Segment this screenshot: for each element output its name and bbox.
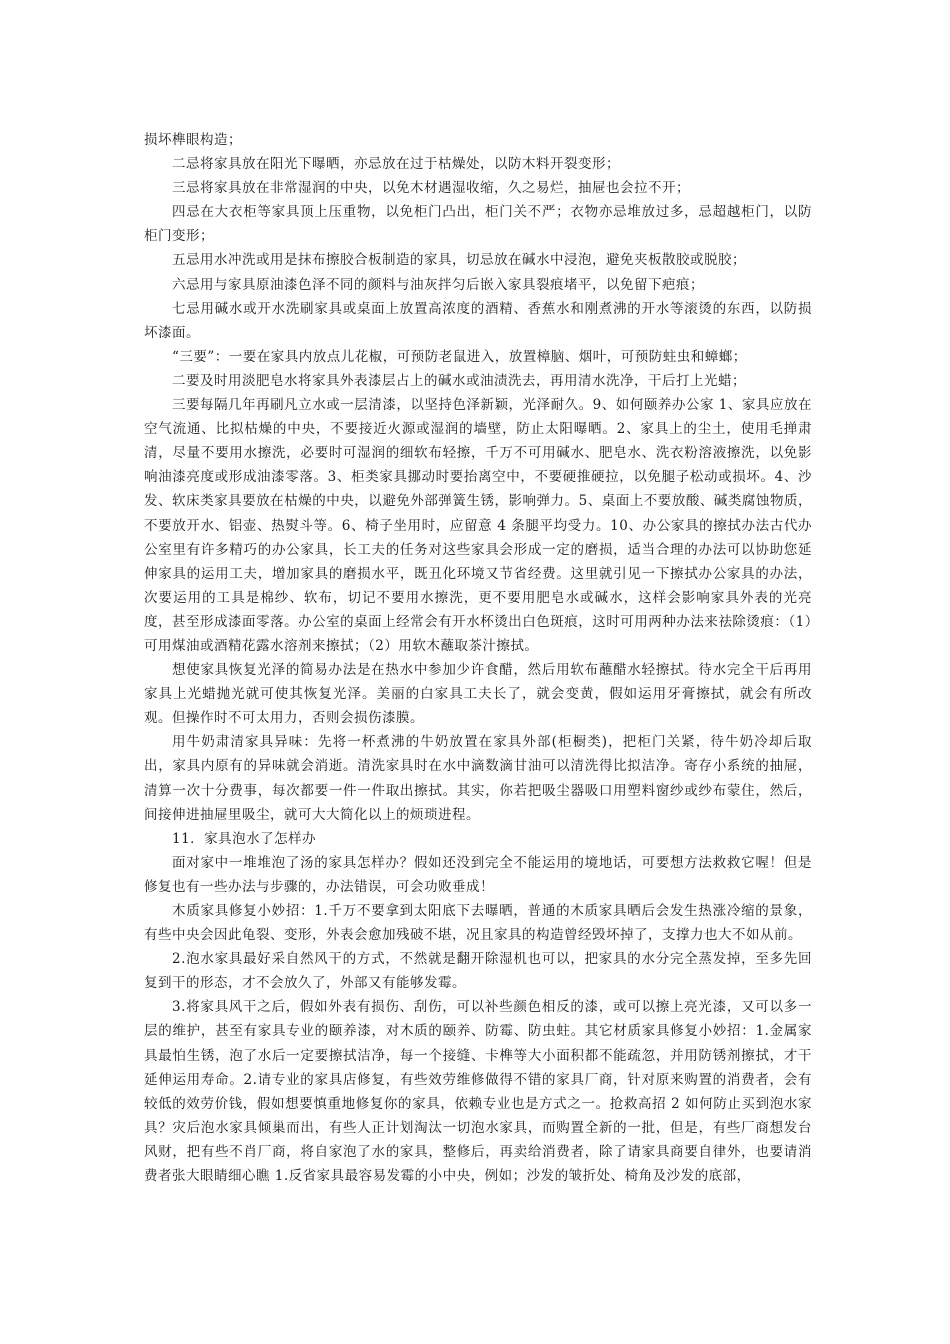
paragraph: 七忌用碱水或开水洗刷家具或桌面上放置高浓度的酒精、香蕉水和刚煮沸的开水等滚烫的东西，以防损坏漆面。 — [144, 300, 812, 341]
paragraph: 三要每隔几年再刷凡立水或一层清漆，以坚持色泽新颖，光泽耐久。9、如何颐养办公家 1、家具应放在空气流通、比拟枯燥的中央，不要接近火源或湿润的墙壁，防止太阳曝晒。2、家具上的尘土，使用毛掸肃清，尽量不要用水擦洗，必要时可湿润的细软布轻擦，千万不可用碱水、肥皂水、洗衣粉溶液擦洗，以免影响油漆亮度或形成油漆零落。3、柜类家具挪动时要抬离空中，不要硬推硬拉，以免腿子松动或损坏。4、沙发、软床类家具要放在枯燥的中央，以避免外部弹簧生锈，影响弹力。5、桌面上不要放酸、碱类腐蚀物质，不要放开水、铝壶、热熨斗等。6、椅子坐用时，应留意 4 条腿平均受力。10、办公家具的擦拭办法古代办公室里有许多精巧的办公家具，长工夫的任务对这些家具会形成一定的磨损，适当合理的办法可以协助您延伸家具的运用工夫，增加家具的磨损水平，既丑化环境又节省经费。这里就引见一下擦拭办公家具的办法，次要运用的工具是棉纱、软布，切记不要用水擦洗，更不要用肥皂水或碱水，这样会影响家具外表的光亮度，甚至形成漆面零落。办公室的桌面上经常会有开水杯烫出白色斑痕，这时可用两种办法来祛除烫痕：（1）可用煤油或酒精花露水溶剂来擦拭；（2）用软木蘸取茶汁擦拭。 — [144, 397, 812, 654]
paragraph: 用牛奶肃清家具异味：先将一杯煮沸的牛奶放置在家具外部(柜橱类)，把柜门关紧，待牛奶冷却后取出，家具内原有的异味就会消逝。清洗家具时在水中滴数滴甘油可以清洗得比拟洁净。寄存小系统的抽屉，清算一次十分费事，每次都要一件一件取出擦拭。其实，你若把吸尘器吸口用塑料窗纱或纱布蒙住，然后，间接伸进抽屉里吸尘，就可大大简化以上的烦琐进程。 — [144, 734, 812, 823]
paragraph: 2.泡水家具最好采自然风干的方式，不然就是翻开除湿机也可以，把家具的水分完全蒸发掉，至多先回复到干的形态，才不会放久了，外部又有能够发霉。 — [144, 951, 812, 992]
paragraph: “三要”：一要在家具内放点儿花椒，可预防老鼠进入，放置樟脑、烟叶，可预防蛀虫和蟑螂； — [172, 348, 747, 365]
paragraph: 损坏榫眼构造； — [144, 132, 242, 148]
paragraph: 三忌将家具放在非常湿润的中央，以免木材遇湿收缩，久之易烂，抽屉也会拉不开； — [172, 180, 690, 197]
section-heading: 11．家具泡水了怎样办 — [172, 830, 317, 847]
document-body — [144, 128, 812, 1188]
paragraph: 木质家具修复小妙招：1.千万不要拿到太阳底下去曝晒，普通的木质家具晒后会发生热涨冷缩的景象，有些中央会因此龟裂、变形，外表会愈加残破不堪，况且家具的构造曾经毁坏掉了，支撑力也大不如从前。 — [144, 903, 812, 944]
paragraph: 五忌用水冲洗或用是抹布擦胶合板制造的家具，切忌放在碱水中浸泡，避免夹板散胶或脱胶； — [172, 252, 746, 269]
paragraph: 四忌在大衣柜等家具顶上压重物，以免柜门凸出，柜门关不严；衣物亦忌堆放过多，忌超越柜门，以防柜门变形； — [144, 204, 812, 245]
paragraph: 3.将家具风干之后，假如外表有损伤、刮伤，可以补些颜色相反的漆，或可以擦上亮光漆，又可以多一层的维护，甚至有家具专业的颐养漆，对木质的颐养、防霉、防虫蛀。其它材质家具修复小妙招：1.金属家具最怕生锈，泡了水后一定要擦拭洁净，每一个接缝、卡榫等大小面积都不能疏忽，并用防锈剂擦拭，才干延伸运用寿命。2.请专业的家具店修复，有些效劳维修做得不错的家具厂商，针对原来购置的消费者，会有较低的效劳价钱，假如想要慎重地修复你的家具，依赖专业也是方式之一。抢救高招 2 如何防止买到泡水家具？灾后泡水家具倾巢而出，有些人正计划淘汰一切泡水家具，而购置全新的一批，但是，有些厂商想发台风财，把有些不肖厂商，将自家泡了水的家具，整修后，再卖给消费者，除了请家具商要自律外，也要请消费者张大眼睛细心瞧 1.反省家具最容易发霉的小中央，例如；沙发的皱折处、椅角及沙发的底部， — [144, 999, 812, 1185]
paragraph: 六忌用与家具原油漆色泽不同的颜料与油灰拌匀后嵌入家具裂痕堵平，以免留下疤痕； — [172, 276, 704, 293]
paragraph: 二忌将家具放在阳光下曝晒，亦忌放在过于枯燥处，以防木料开裂变形； — [172, 156, 620, 173]
paragraph: 想使家具恢复光泽的简易办法是在热水中参加少许食醋，然后用软布蘸醋水轻擦拭。待水完全干后再用家具上光蜡抛光就可使其恢复光泽。美丽的白家具工夫长了，就会变黄，假如运用牙膏擦拭，就会有所改观。但操作时不可太用力，否则会损伤漆膜。 — [144, 662, 812, 727]
paragraph: 面对家中一堆堆泡了汤的家具怎样办？假如还没到完全不能运用的境地话，可要想方法救救它喔！但是修复也有一些办法与步骤的，办法错误，可会功败垂成！ — [144, 854, 812, 895]
paragraph: 二要及时用淡肥皂水将家具外表漆层占上的碱水或油渍洗去，再用清水洗净，干后打上光蜡； — [172, 372, 746, 389]
